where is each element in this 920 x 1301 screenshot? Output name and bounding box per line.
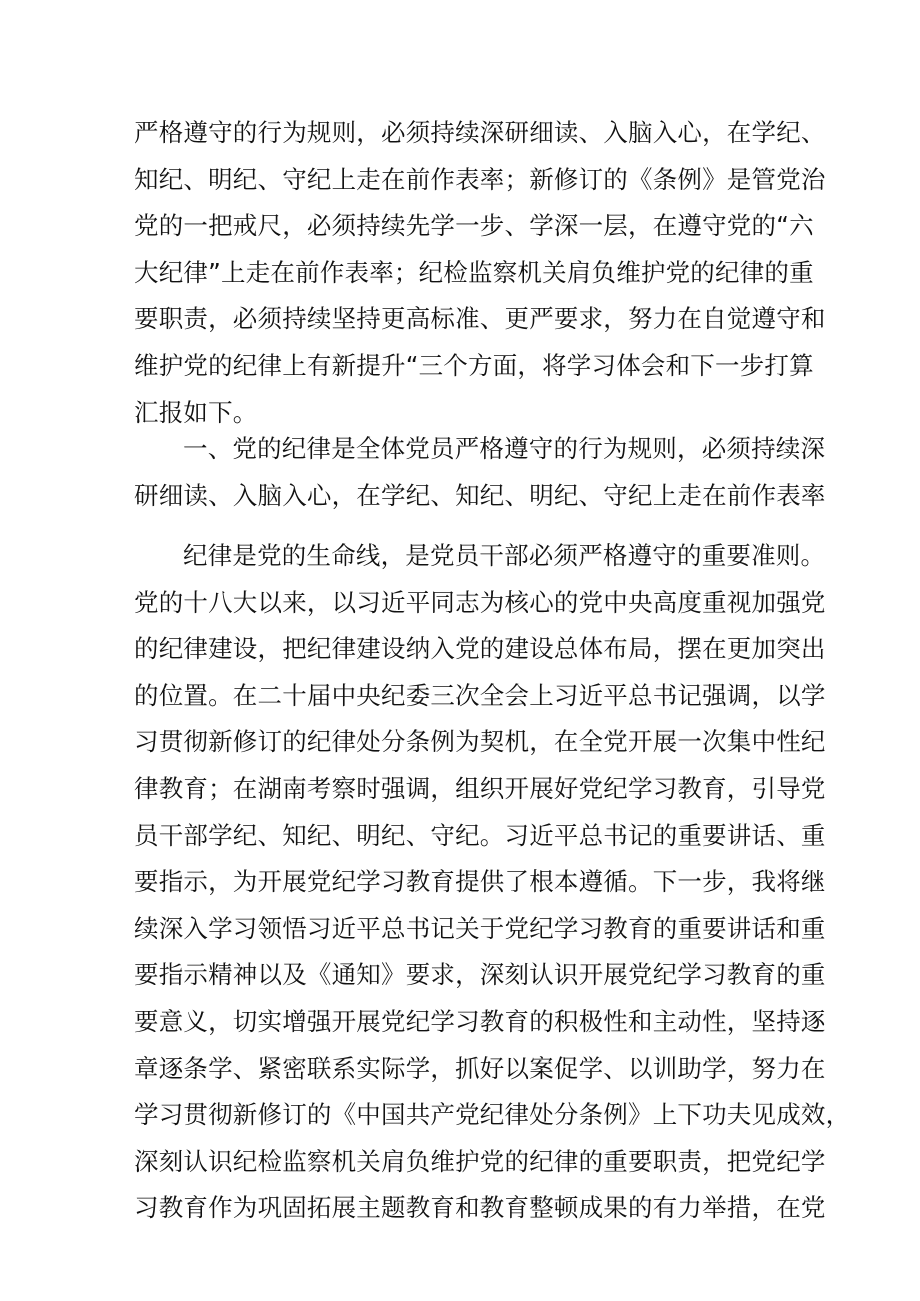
text-line: 习教育作为巩固拓展主题教育和教育整顿成果的有力举措，在党 xyxy=(134,1193,826,1223)
text-line: 的位置。在二十届中央纪委三次全会上习近平总书记强调，以学 xyxy=(134,680,826,710)
text-line: 知纪、明纪、守纪上走在前作表率；新修订的《条例》是管党治 xyxy=(134,164,826,194)
text-line: 章逐条学、紧密联系实际学，抓好以案促学、以训助学，努力在 xyxy=(134,1053,826,1083)
heading-line: 一、党的纪律是全体党员严格遵守的行为规则，必须持续深 xyxy=(183,434,826,463)
text-line: 习贯彻新修订的纪律处分条例为契机，在全党开展一次集中性纪 xyxy=(134,727,826,757)
text-line: 要指示，为开展党纪学习教育提供了根本遵循。下一步，我将继 xyxy=(134,867,826,897)
heading-line: 研细读、入脑入心，在学纪、知纪、明纪、守纪上走在前作表率 xyxy=(134,480,826,510)
text-line: 维护党的纪律上有新提升“三个方面，将学习体会和下一步打算 xyxy=(134,350,814,380)
text-line: 汇报如下。 xyxy=(134,397,258,427)
text-line: 深刻认识纪检监察机关肩负维护党的纪律的重要职责，把党纪学 xyxy=(134,1146,826,1176)
text-line: 要指示精神以及《通知》要求，深刻认识开展党纪学习教育的重 xyxy=(134,960,826,990)
text-line: 要意义，切实增强开展党纪学习教育的积极性和主动性，坚持逐 xyxy=(134,1006,826,1036)
body-paragraph xyxy=(134,533,851,1232)
text-line: 学习贯彻新修订的《中国共产党纪律处分条例》上下功夫见成效， xyxy=(134,1100,851,1130)
section-heading xyxy=(134,426,826,519)
intro-paragraph xyxy=(134,110,826,436)
text-line: 续深入学习领悟习近平总书记关于党纪学习教育的重要讲话和重 xyxy=(134,913,826,943)
text-line: 大纪律”上走在前作表率；纪检监察机关肩负维护党的纪律的重 xyxy=(134,257,814,287)
text-line: 严格遵守的行为规则，必须持续深研细读、入脑入心，在学纪、 xyxy=(134,118,826,147)
text-line: 员干部学纪、知纪、明纪、守纪。习近平总书记的重要讲话、重 xyxy=(134,820,826,850)
text-line: 党的十八大以来，以习近平同志为核心的党中央高度重视加强党 xyxy=(134,587,826,617)
text-line: 的纪律建设，把纪律建设纳入党的建设总体布局，摆在更加突出 xyxy=(134,634,826,664)
text-line: 要职责，必须持续坚持更高标准、更严要求，努力在自觉遵守和 xyxy=(134,304,826,334)
text-line: 党的一把戒尺，必须持续先学一步、学深一层，在遵守党的“六 xyxy=(134,211,814,241)
text-line: 律教育；在湖南考察时强调，组织开展好党纪学习教育，引导党 xyxy=(134,773,826,803)
text-line: 纪律是党的生命线，是党员干部必须严格遵守的重要准则。 xyxy=(183,541,826,570)
